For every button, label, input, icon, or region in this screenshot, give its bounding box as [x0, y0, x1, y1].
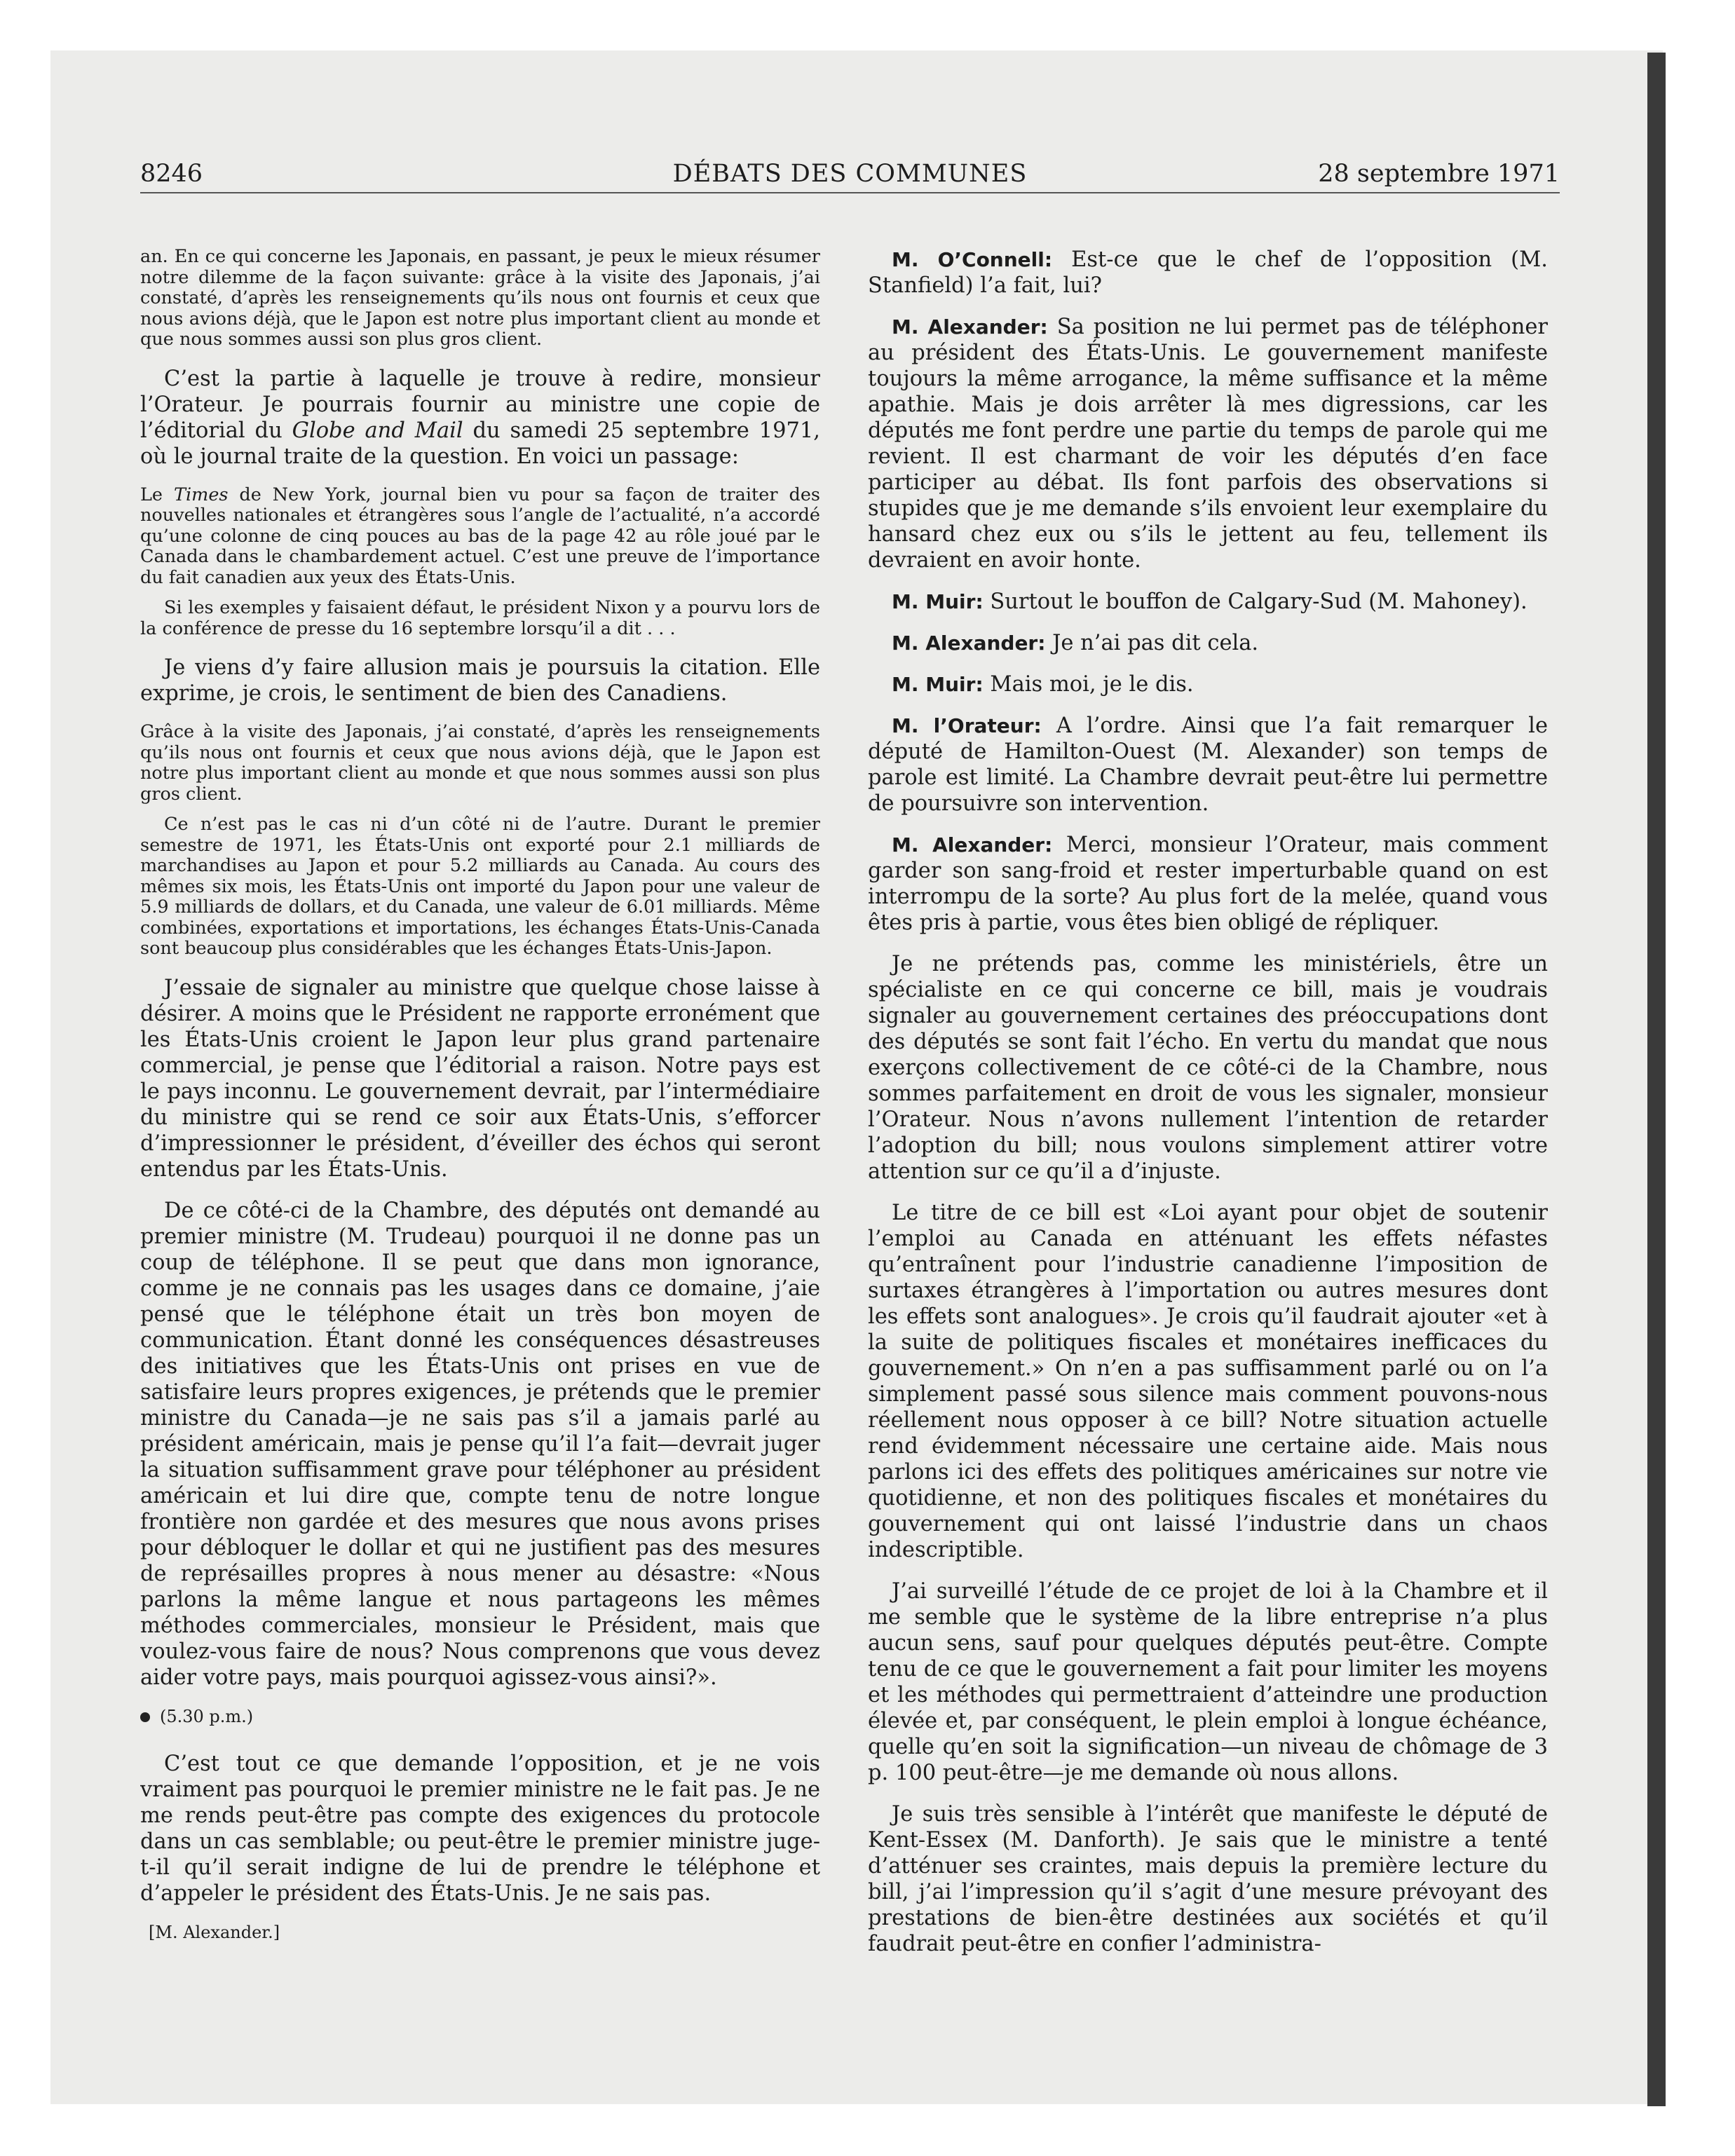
timestamp-marker: (5.30 p.m.)	[140, 1706, 820, 1727]
quote-paragraph: Ce n’est pas le cas ni d’un côté ni de l’autre. Durant le premier semestre de 1971, les États-Unis ont exporté pour 2.1 milliards de marchandises au Japon et pour 5.2 milliards au Canada. Au cours des mêmes six mois, les États-Unis ont importé du Japon pour une valeur de 5.9 milliards de dollars, et du Canada, une valeur de 6.01 milliards. Même combinées, exportations et importations, les échanges États-Unis-Canada sont beaucoup plus considérables que les échanges États-Unis-Japon.	[140, 814, 820, 959]
speech-paragraph: M. Alexander: Merci, monsieur l’Orateur, mais comment garder son sang-froid et rester imperturbable quand on est interrompu de la sorte? Au plus fort de la melée, quand vous êtes pris à partie, vous êtes bien obligé de répliquer.	[868, 833, 1548, 935]
speaker-name: M. Muir:	[892, 590, 984, 613]
bullet-icon	[140, 1712, 150, 1722]
page-header	[140, 160, 1560, 193]
quote-paragraph: Le Times de New York, journal bien vu pour sa façon de traiter des nouvelles nationales et étrangères sous l’angle de l’actualité, n’a accordé qu’une colonne de cinq pouces au bas de la page 42 au rôle joué par le Canada dans le chambardement actuel. C’est une preuve de l’importance du fait canadien aux yeux des États-Unis.	[140, 484, 820, 588]
speech-paragraph: M. O’Connell: Est-ce que le chef de l’opposition (M. Stanfield) l’a fait, lui?	[868, 247, 1548, 298]
publication-title: DÉBATS DES COMMUNES	[672, 160, 1028, 188]
quote-paragraph: an. En ce qui concerne les Japonais, en passant, je peux le mieux résumer notre dilemme de la façon suivante: grâce à la visite des Japonais, j’ai constaté, d’après les renseignements qu’ils nous ont fournis et ceux que nous avions déjà, que le Japon est notre plus important client au monde et que nous sommes aussi son plus gros client.	[140, 247, 820, 350]
speech-paragraph: M. Alexander: Je n’ai pas dit cela.	[892, 631, 1259, 655]
body-paragraph: Le titre de ce bill est «Loi ayant pour objet de soutenir l’emploi au Canada en atténuant les effets néfastes qu’entraînent pour l’industrie canadienne l’imposition de surtaxes étrangères à l’importation ou autres mesures dont les effets sont analogues». Je crois qu’il faudrait ajouter «et à la suite de politiques fiscales et monétaires inefficaces du gouvernement.» On n’en a pas suffisamment parlé ou on l’a simplement passé sous silence mais comment pouvons-nous réellement nous opposer à ce bill? Notre situation actuelle rend évidemment nécessaire une certaine aide. Mais nous parlons ici des effets des politiques américaines sur notre vie quotidienne, et non des politiques fiscales et monétaires du gouvernement qui ont laissé l’industrie dans un chaos indescriptible.	[868, 1201, 1548, 1562]
body-paragraph: Je suis très sensible à l’intérêt que manifeste le député de Kent-Essex (M. Danforth). Je sais que le ministre a tenté d’atténuer ses craintes, mais depuis la première lecture du bill, j’ai l’impression qu’il s’agit d’une mesure prévoyant des prestations de bien-être destinées aux sociétés et qu’il faudrait peut-être en confier l’administra-	[868, 1802, 1548, 1956]
speech-paragraph: M. Muir: Surtout le bouffon de Calgary-Sud (M. Mahoney).	[892, 589, 1528, 614]
quote-paragraph: Grâce à la visite des Japonais, j’ai constaté, d’après les renseignements qu’ils nous ont fournis et ceux que nous avions déjà, que le Japon est notre plus important client au monde et que nous sommes aussi son plus gros client.	[140, 721, 820, 805]
scan-edge-bar	[1647, 53, 1666, 2106]
speaker-name: M. O’Connell:	[892, 248, 1053, 271]
speech-paragraph: M. Alexander: Sa position ne lui permet pas de téléphoner au président des États-Unis. Le gouvernement manifeste toujours la même arrogance, la même suffisance et la même apathie. Mais je dois arrêter là mes digressions, car les députés me font perdre une partie du temps de parole qui me revient. Il est charmant de voir les députés d’en face participer au débat. Ils font parfois des observations si stupides que je me demande s’ils envoient leur exemplaire du hansard chez eux ou s’ils le jettent au feu, tellement ils devraient en avoir honte.	[868, 315, 1548, 573]
body-paragraph: C’est la partie à laquelle je trouve à redire, monsieur l’Orateur. Je pourrais fournir au ministre une copie de l’éditorial du Globe and Mail du samedi 25 septembre 1971, où le journal traite de la question. En voici un passage:	[140, 366, 820, 469]
body-paragraph: J’ai surveillé l’étude de ce projet de loi à la Chambre et il me semble que le système de la libre entreprise n’a plus aucun sens, sauf pour quelques députés peut-être. Compte tenu de ce que le gouvernement a fait pour limiter les moyens et les méthodes qui permettraient d’atteindre une production élevée et, par conséquent, le plein emploi à longue échéance, quelle qu’en soit la signification—un niveau de chômage de 3 p. 100 peut-être—je me demande où nous allons.	[868, 1579, 1548, 1785]
body-paragraph: C’est tout ce que demande l’opposition, et je ne vois vraiment pas pourquoi le premier ministre ne le fait pas. Je ne me rends peut-être pas compte des exigences du protocole dans un cas semblable; ou peut-être le premier ministre juge-t-il qu’il serait indigne de lui de prendre le téléphone et d’appeler le président des États-Unis. Je ne sais pas.	[140, 1751, 820, 1906]
body-paragraph: Je viens d’y faire allusion mais je poursuis la citation. Elle exprime, je crois, le sentiment de bien des Canadiens.	[140, 655, 820, 706]
speaker-name: M. Alexander:	[892, 833, 1053, 857]
speaker-name: M. Alexander:	[892, 632, 1046, 655]
newspaper-title: Globe and Mail	[292, 418, 463, 443]
right-column	[868, 247, 1548, 1999]
body-paragraph: J’essaie de signaler au ministre que quelque chose laisse à désirer. A moins que le Président ne rapporte erronément que les États-Unis croient le Japon leur plus grand partenaire commercial, je pense que l’éditorial a raison. Notre pays est le pays inconnu. Le gouvernement devrait, par l’intermédiaire du ministre qui se rend ce soir aux États-Unis, s’efforcer d’impressionner le président, d’éveiller des échos qui seront entendus par les États-Unis.	[140, 975, 820, 1182]
speaker-name: M. Muir:	[892, 673, 984, 696]
quote-paragraph: Si les exemples y faisaient défaut, le président Nixon y a pourvu lors de la conférence de presse du 16 septembre lorsqu’il a dit . . .	[140, 597, 820, 639]
speech-paragraph: M. l’Orateur: A l’ordre. Ainsi que l’a fait remarquer le député de Hamilton-Ouest (M. Alexander) son temps de parole est limité. La Chambre devrait peut-être lui permettre de poursuivre son intervention.	[868, 714, 1548, 816]
speech-paragraph: M. Muir: Mais moi, je le dis.	[892, 672, 1194, 697]
page-date: 28 septembre 1971	[1318, 160, 1560, 188]
speaker-attribution: [M. Alexander.]	[149, 1922, 280, 1942]
body-paragraph: Je ne prétends pas, comme les ministériels, être un spécialiste en ce qui concerne ce bill, mais je voudrais signaler au gouvernement certaines des préoccupations dont des députés se sont fait l’écho. En vertu du mandat que nous exerçons collectivement de ce côté-ci de la Chambre, nous sommes parfaitement en droit de vous les signaler, monsieur l’Orateur. Nous n’avons nullement l’intention de retarder l’adoption du bill; nous voulons simplement attirer votre attention sur ce qu’il a d’injuste.	[868, 952, 1548, 1184]
speaker-name: M. l’Orateur:	[892, 714, 1042, 737]
body-paragraph: De ce côté-ci de la Chambre, des députés ont demandé au premier ministre (M. Trudeau) pourquoi il ne donne pas un coup de téléphone. Il se peut que dans mon ignorance, comme je ne connais pas les usages dans ce domaine, j’aie pensé que le téléphone était un très bon moyen de communication. Étant donné les conséquences désastreuses des initiatives que les États-Unis ont prises en vue de satisfaire leurs propres exigences, je prétends que le premier ministre du Canada—je ne sais pas s’il a jamais parlé au président américain, mais je pense qu’il l’a fait—devrait juger la situation suffisamment grave pour téléphoner au président américain et lui dire que, compte tenu de notre longue frontière non gardée et des mesures que nous avons prises pour débloquer le dollar et qui ne justifient pas des mesures de représailles propres à nous mener au désastre: «Nous parlons la même langue et nous partageons les mêmes méthodes commerciales, monsieur le Président, mais que voulez-vous faire de nous? Nous comprenons que vous devez aider votre pays, mais pourquoi agissez-vous ainsi?».	[140, 1198, 820, 1690]
newspaper-title: Times	[173, 484, 229, 505]
page-number: 8246	[140, 160, 203, 188]
speaker-name: M. Alexander:	[892, 315, 1048, 339]
left-column	[140, 247, 820, 2041]
